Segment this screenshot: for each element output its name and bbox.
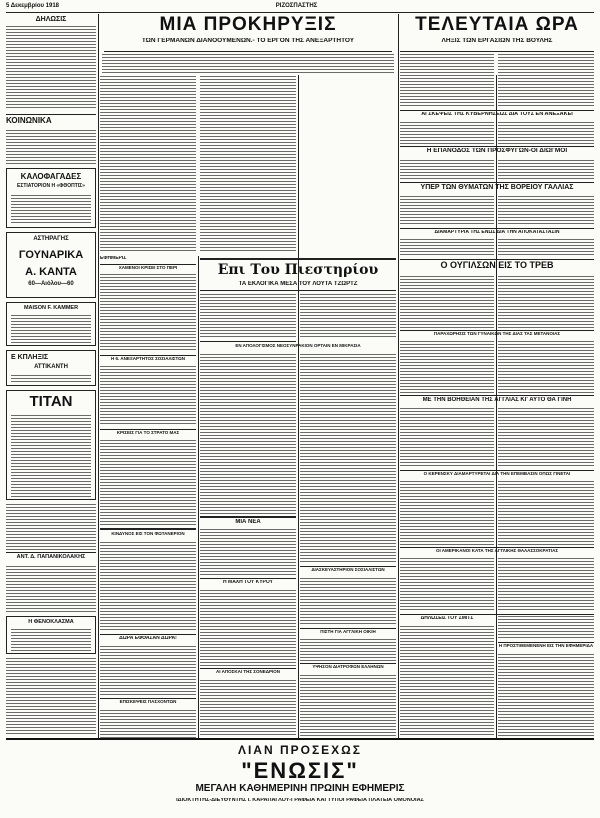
divider — [200, 290, 396, 291]
article-text — [200, 529, 296, 575]
divider — [400, 110, 594, 111]
article-text — [498, 54, 594, 108]
masthead-rule — [6, 12, 594, 13]
masthead-spacer — [534, 3, 594, 12]
article-text — [200, 590, 296, 666]
top-subheadline: ΤΩΝ ΓΕΡΜΑΝΩΝ ΔΙΑΝΟΟΥΜΕΝΩΝ.- ΤΟ ΕΡΓΟΝ ΤΗΣ ΑΝΕΞΑΡΤΗΤΟΥ — [141, 37, 355, 44]
footer-title: "ΕΝΩΣΙΣ" — [241, 758, 359, 782]
section-heading: Η ΕΠΑΝΟΔΟΣ ΤΩΝ ΠΡΟΣΦΥΓΩΝ-ΟΙ ΔΙΩΓΜΟΙ — [426, 148, 568, 154]
col1-text — [6, 658, 96, 736]
divider — [300, 566, 396, 567]
notice-text — [6, 26, 96, 110]
ad-text — [11, 629, 91, 651]
section-heading: ΠΑΡΑΧΩΡΗΣΙΣ ΤΩΝ ΓΥΝΑΙΚΩΝ ΤΗΣ ΔΙΑΣ ΤΑΣ ΜΕΤΑΝΟΙΑΣ — [433, 332, 561, 336]
section-heading: ΔΙΑΜΑΡΤΥΡΙΑ ΤΗΣ ΕΝΩΣ ΔΙΑ ΤΗΝ ΑΠΟΚΑΤΑΣΤΑΣΙΝ — [434, 230, 560, 235]
article-text — [400, 122, 494, 144]
article-text — [200, 680, 296, 736]
ad-name: ΑΝΤ. Δ. ΠΑΠΑΝΙΚΟΛΑΚΗΣ — [16, 554, 86, 560]
article-text — [498, 122, 594, 144]
article-text — [100, 646, 196, 696]
ad-title: MAISON F. KAMMER — [23, 305, 79, 311]
ad-title: Η ΦΕΝΟΚΛΑΣΜΑ — [28, 619, 74, 625]
article-text — [400, 408, 494, 468]
top-story — [100, 14, 396, 74]
article-text — [498, 196, 594, 226]
article-text — [300, 639, 396, 661]
divider — [200, 516, 296, 518]
divider — [400, 228, 594, 229]
article-text — [400, 341, 494, 393]
section-heading: ΑΙ ΣΚΕΨΕΙΣ ΤΗΣ ΚΥΒΕΡΝΗΣΕΩΣ ΔΙΑ ΤΟΥΣ ΕΝ ΑΝΕΞΑΚΕΙ — [421, 112, 573, 117]
article-text — [100, 710, 196, 738]
footer-bottom: ΙΔΙΟΚΤΗΤΗΣ-ΔΙΕΥΘΥΝΤΗΣ Ι. ΚΑΡΑΠΑΓΛΟΥ-ΓΡΑΦΕΙΑ ΚΑΙ ΤΥΠΟΓΡΑΦΕΙΑ ΠΛΑΤΕΙΑ ΟΜΟΝΟΙΑΣ — [176, 798, 424, 804]
divider — [400, 182, 594, 183]
divider — [100, 355, 196, 356]
footer-banner — [6, 738, 594, 816]
divider — [400, 614, 594, 615]
article-text — [300, 294, 396, 338]
ad-furs — [6, 232, 96, 298]
ad-text — [11, 415, 91, 497]
section-heading: ΚΡΙΣΕΙΣ ΓΙΑ ΤΟ ΣΤΡΑΤΟ ΜΑΣ — [116, 431, 180, 435]
masthead — [6, 3, 594, 12]
section-heading: Ο ΚΕΡΕΝΣΚΥ ΔΙΑΜΑΡΤΥΡΕΤΑΙ ΔΙΑ ΤΗΝ ΕΠΕΜΒΑΣΙΝ ΟΠΩΣ ΓΙΝΕΤΑΙ — [423, 472, 571, 476]
article-text — [400, 196, 494, 226]
column-press-right — [300, 294, 396, 738]
divider — [6, 552, 96, 553]
article-text — [498, 160, 594, 180]
divider — [400, 470, 594, 471]
ad-maison — [6, 302, 96, 346]
ad-ekplixis — [6, 350, 96, 386]
article-text — [100, 274, 196, 352]
divider — [6, 114, 96, 115]
section-heading: ΥΠΕΡ ΤΩΝ ΘΥΜΑΤΩΝ ΤΗΣ ΒΟΡΕΙΟΥ ΓΑΛΛΙΑΣ — [420, 184, 574, 191]
section-heading: ΑΙ ΑΠΟΣΚΑΙ ΤΗΣ ΣΟΝΕΔΡΙΟΝ — [216, 670, 280, 674]
divider — [100, 528, 196, 530]
article-text — [400, 160, 494, 180]
section-heading: Η 6. ΑΝΕΞΑΡΤΗΤΟΣ ΣΟΣΙΑΛΙΣΤΩΝ — [111, 357, 185, 361]
article-text — [498, 276, 594, 328]
social-text — [6, 130, 96, 164]
last-hour-headline: ΤΕΛΕΥΤΑΙΑ ΩΡΑ — [415, 15, 579, 35]
ad-fenoklasma — [6, 616, 96, 654]
ad-kalofagades — [6, 168, 96, 228]
ad-name: ΑΤΤΙΚΑΝΤΗ — [34, 364, 68, 371]
article-text — [200, 354, 296, 514]
section-heading: ΠΙΣΤΗ ΓΙΑ ΑΓΓΛΙΚΗ ΟΙΚΙΗ — [320, 630, 376, 634]
article-text — [100, 440, 196, 526]
section-heading: ΕΠΙΣΚΕΨΕΙΣ ΠΑΣΧΟΝΤΩΝ — [119, 700, 177, 704]
article-text — [400, 558, 494, 612]
section-heading: ΔΙΑΣΚΕΥΑΣΤΗΡΙΟΝ ΣΟΣΙΑΛΙΣΤΩΝ — [311, 568, 385, 572]
divider — [200, 341, 296, 342]
section-heading: Ο ΟΥΓΙΛΣΩΝ ΕΙΣ ΤΟ ΤΡΕΒ — [440, 261, 554, 270]
divider — [400, 146, 594, 147]
ad-text — [11, 315, 91, 343]
article-text — [400, 626, 494, 736]
column-press-left — [200, 294, 296, 738]
last-hour-subheadline: ΛΗΞΙΣ ΤΩΝ ΕΡΓΑΣΙΩΝ ΤΗΣ ΒΟΥΛΗΣ — [441, 37, 553, 44]
divider — [400, 259, 594, 260]
top-headline: ΜΙΑ ΠΡΟΚΗΡΥΞΙΣ — [159, 15, 337, 35]
col1-text — [6, 504, 96, 550]
section-heading: ΧΑΜΕΝΟΙ ΚΡΙΣΕΙ ΣΤΟ ΠΕΡΙ — [118, 266, 178, 270]
divider — [300, 663, 396, 664]
ad-address: 60—Αιόλου—60 — [28, 281, 74, 288]
ad-title: ΑΣΤΗΡΑΓΗΣ — [33, 236, 69, 242]
ad-title: ΤΙΤΑΝ — [29, 393, 73, 410]
article-text — [100, 366, 196, 426]
ad-title: ΚΑΛΟΦΑΓΑΔΕΣ — [20, 172, 82, 181]
press-section-heading: ΕΝ ΑΠΟΛΟΓΙΣΜΟΣ ΝΕΟΣΥΝΡΑΚΙΟΝ ΟΡΤΑΙΝ ΕΝ ΜΙΚΡΑΣΙΑ — [235, 344, 361, 348]
article-text — [400, 239, 494, 257]
divider — [400, 51, 594, 52]
divider — [400, 395, 594, 396]
divider — [104, 51, 392, 52]
divider — [100, 634, 196, 635]
article-text — [300, 578, 396, 626]
social-title: ΚΟΙΝΩΝΙΚΑ — [6, 117, 52, 125]
column-rule — [398, 14, 399, 738]
divider — [200, 578, 296, 579]
column-rule — [198, 256, 199, 738]
notice-title: ΔΗΛΩΣΙΣ — [35, 16, 67, 23]
press-subheadline: ΤΑ ΕΚΛΟΓΙΚΑ ΜΕΣΑ ΤΟΥ ΛΟΥΤΑ ΤΖΩΡΤΖ — [238, 280, 358, 287]
divider — [200, 668, 296, 669]
column-ads — [6, 14, 96, 738]
article-text — [498, 408, 594, 468]
section-heading: Η ΜΑΧΗ ΤΟΥ ΚΥΡΟΥ — [223, 580, 273, 585]
ad-title: Ε ΚΠΛΗΞΙΣ — [11, 354, 49, 361]
ad-headline: ΓΟΥΝΑΡΙΚΑ — [18, 249, 84, 262]
ad-text — [11, 375, 91, 383]
press-headline: Επι Του Πιεστηρίου — [217, 263, 379, 278]
issue-date: 5 Δεκεμβρίου 1918 — [6, 3, 60, 9]
ad-subtitle: ΕΣΤΙΑΤΟΡΙΟΝ Η «ΦΘΟΠΤΙΣ» — [17, 183, 85, 190]
article-text — [400, 54, 494, 108]
top-story-text — [102, 54, 394, 74]
article-text — [498, 616, 594, 640]
article-text — [400, 276, 494, 328]
column-rule — [98, 14, 99, 738]
section-heading: ΔΩΡΑ ΕΦΘΑΣΑΝ ΔΩΡΑ! — [119, 636, 177, 641]
ad-titan — [6, 390, 96, 500]
divider — [100, 698, 196, 699]
col1-text — [6, 566, 96, 612]
section-heading: ΜΙΑ ΝΕΑ — [235, 519, 261, 525]
divider — [498, 642, 594, 643]
sub-column-title: ΕΦΗΜΕΡΙΣ — [100, 256, 127, 261]
article-text — [498, 341, 594, 393]
section-heading: ΥΨΗΣΟΝ ΔΙΑΤΡΟΦΩΝ ΕΛΛΗΝΩΝ — [312, 665, 384, 669]
article-text — [100, 76, 196, 252]
article-text — [400, 481, 494, 545]
divider — [200, 258, 396, 260]
column-center-mid — [200, 76, 296, 256]
divider — [400, 330, 594, 331]
article-text — [498, 239, 594, 257]
last-hour — [400, 14, 594, 738]
article-text — [300, 675, 396, 737]
section-heading: ΔΗΛΩΣΕΙΣ ΤΟΥ ΣΜΙΤΣ — [420, 616, 474, 621]
article-text — [300, 354, 396, 564]
article-text — [498, 654, 594, 736]
column-center-left — [100, 76, 196, 738]
article-text — [200, 76, 296, 252]
ad-name: Α. ΚΑΝΤΑ — [25, 265, 77, 278]
divider — [100, 429, 196, 430]
article-text — [200, 294, 296, 338]
article-text — [100, 542, 196, 632]
ad-text — [11, 195, 91, 225]
section-heading: Η ΠΡΟΣΤΙΘΕΜΕΝΕΝΗ ΕΙΣ ΤΗΝ ΕΦΗΜΕΡΙΔΑ — [498, 644, 594, 648]
article-text — [498, 481, 594, 545]
footer-top: ΛΙΑΝ ΠΡΟΣΕΧΩΣ — [237, 744, 363, 757]
paper-name: ΡΙΖΟΣΠΑΣΤΗΣ — [275, 3, 318, 9]
section-heading: ΟΙ ΑΜΕΡΙΚΑΝΟΙ ΚΑΤΑ ΤΗΣ ΑΓΓΛΙΚΗΣ ΘΑΛΑΣΣΟΚΡΑΤΙΑΣ — [435, 549, 559, 553]
divider — [300, 628, 396, 629]
section-heading: ΚΙΝΔΥΝΟΣ ΕΙΣ ΤΟΝ ΦΩΤΑΝΕΡΙΟΝ — [111, 532, 185, 536]
footer-subtitle: ΜΕΓΑΛΗ ΚΑΘΗΜΕΡΙΝΗ ΠΡΩΙΝΗ ΕΦΗΜΕΡΙΣ — [195, 783, 405, 794]
section-heading: ΜΕ ΤΗΝ ΒΟΗΘΕΙΑΝ ΤΗΣ ΑΓΓΛΙΑΣ ΚΙ' ΑΥΤΟ ΘΑ ΓΙΝΗ — [422, 397, 572, 403]
article-text — [498, 558, 594, 612]
divider — [100, 264, 196, 265]
divider — [400, 547, 594, 548]
